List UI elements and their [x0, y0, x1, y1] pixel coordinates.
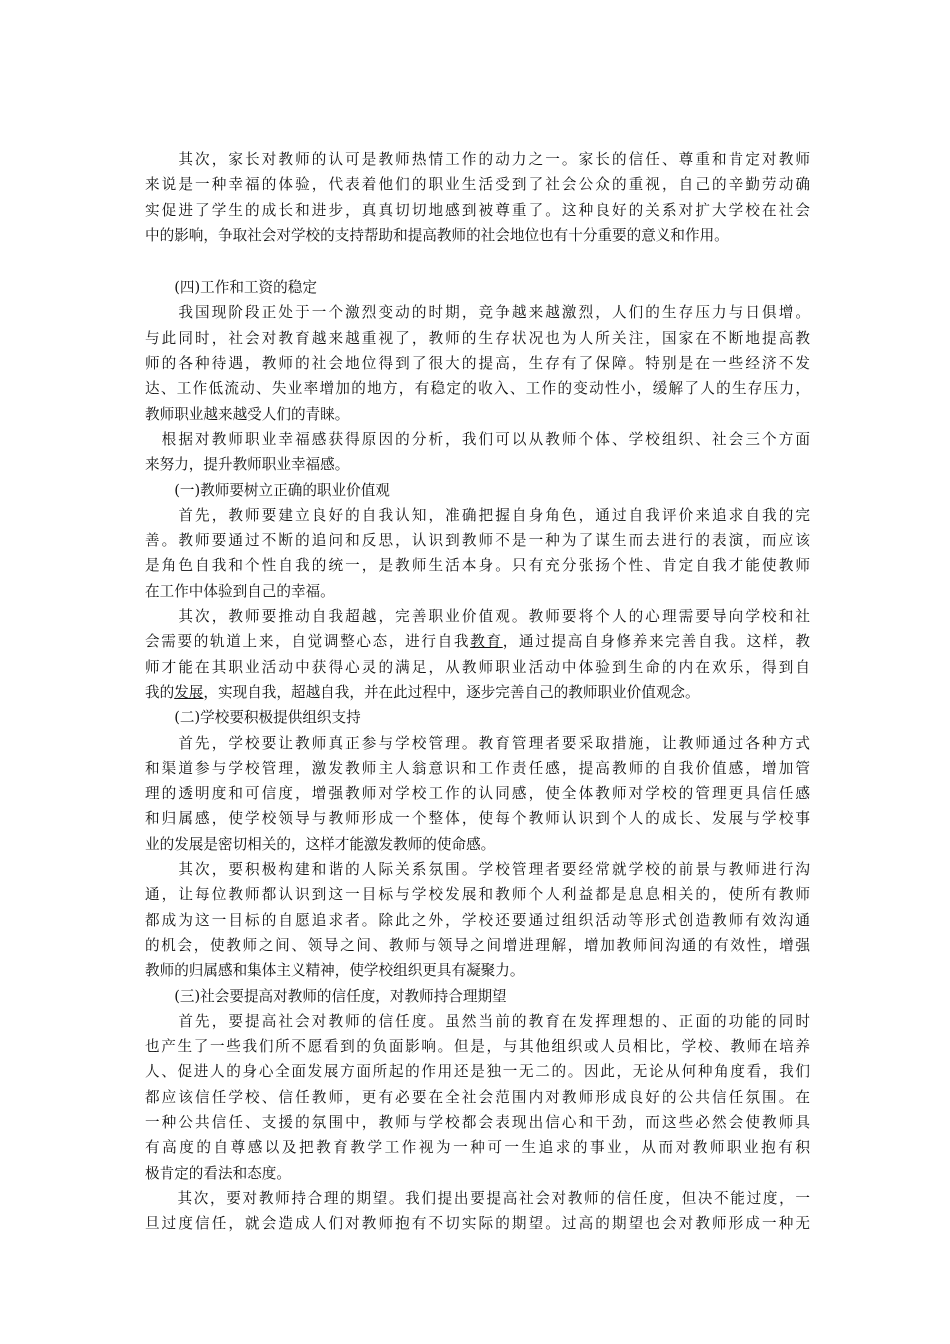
- text-line: 善。教师要通过不断的追问和反思，认识到教师不是一种为了谋生而去进行的表演，而应该: [145, 532, 810, 550]
- text-line: 理的透明度和可信度，增强教师对学校工作的认同感，使全体教师对学校的管理更具信任感: [145, 785, 810, 803]
- text-line: 首先，学校要让教师真正参与学校管理。教育管理者要采取措施，让教师通过各种方式: [145, 734, 810, 752]
- text-line: 首先，要提高社会对教师的信任度。虽然当前的教育在发挥理想的、正面的功能的同时: [145, 1012, 810, 1030]
- text-line: 通，让每位教师都认识到这一目标与学校发展和教师个人利益都是息息相关的，使所有教师: [145, 886, 810, 904]
- text-line: 实促进了学生的成长和进步，真真切切地感到被尊重了。这种良好的关系对扩大学校在社会: [145, 201, 810, 219]
- paragraph-gap: [145, 248, 810, 275]
- section-heading: (二)学校要积极提供组织支持: [145, 709, 361, 727]
- text-line: [145, 680, 810, 705]
- section-heading: (四)工作和工资的稳定: [145, 279, 317, 297]
- text-line: 达、工作低流动、失业率增加的地方，有稳定的收入、工作的变动性小，缓解了人的生存压力，: [145, 380, 810, 398]
- text-line: 都应该信任学校、信任教师，更有必要在全社会范围内对教师形成良好的公共信任氛围。在: [145, 1088, 810, 1106]
- text-line: 根据对教师职业幸福感获得原因的分析，我们可以从教师个体、学校组织、社会三个方面: [145, 430, 810, 448]
- text-line: 我国现阶段正处于一个激烈变动的时期，竞争越来越激烈，人们的生存压力与日俱增。: [145, 304, 810, 322]
- text-line: 教师的归属感和集体主义精神，使学校组织更具有凝聚力。: [145, 962, 525, 980]
- text-line: [145, 629, 810, 654]
- text-line: 和归属感，使学校领导与教师形成一个整体，使每个教师认识到个人的成长、发展与学校事: [145, 810, 810, 828]
- text-line: 一种公共信任、支援的氛围中，教师与学校都会表现出信心和干劲，而这些必然会使教师具: [145, 1113, 810, 1131]
- text-line: 人、促进人的身心全面发展方面所起的作用还是独一无二的。因此，无论从何种角度看，我们: [145, 1063, 810, 1081]
- text-line: 师才能在其职业活动中获得心灵的满足，从教师职业活动中体验到生命的内在欢乐，得到自: [145, 658, 810, 676]
- text-segment: 会需要的轨道上来，自觉调整心态，进行自我: [145, 633, 471, 651]
- text-line: 来说是一种幸福的体验，代表着他们的职业生活受到了社会公众的重视，自己的辛勤劳动确: [145, 176, 810, 194]
- text-line: 首先，教师要建立良好的自我认知，准确把握自身角色，通过自我评价来追求自我的完: [145, 506, 810, 524]
- text-line: 和渠道参与学校管理，激发教师主人翁意识和工作责任感，提高教师的自我价值感，增加管: [145, 759, 810, 777]
- text-line: 是角色自我和个性自我的统一，是教师生活本身。只有充分张扬个性、肯定自我才能使教师: [145, 557, 810, 575]
- text-line: 旦过度信任，就会造成人们对教师抱有不切实际的期望。过高的期望也会对教师形成一种无: [145, 1215, 810, 1233]
- text-line: 有高度的自尊感以及把教育教学工作视为一种可一生追求的事业，从而对教师职业抱有积: [145, 1139, 810, 1157]
- text-line: 极肯定的看法和态度。: [145, 1164, 291, 1182]
- text-line: 也产生了一些我们所不愿看到的负面影响。但是，与其他组织或人员相比，学校、教师在培养: [145, 1038, 810, 1056]
- education-link[interactable]: 教育: [470, 633, 503, 651]
- text-segment: ，实现自我，超越自我，并在此过程中，逐步完善自己的教师职业价值观念。: [203, 683, 700, 701]
- text-line: 业的发展是密切相关的，这样才能激发教师的使命感。: [145, 835, 496, 853]
- text-segment: ，通过提高自身修养来完善自我。这样，教: [502, 633, 810, 651]
- text-line: 教师职业越来越受人们的青睐。: [145, 405, 350, 423]
- development-link[interactable]: 发展: [174, 683, 204, 701]
- document-page: [145, 147, 810, 1236]
- text-line: 的机会，使教师之间、领导之间、教师与领导之间增进理解，增加教师间沟通的有效性，增强: [145, 936, 810, 954]
- text-line: 在工作中体验到自己的幸福。: [145, 582, 335, 600]
- text-line: 其次，要积极构建和谐的人际关系氛围。学校管理者要经常就学校的前景与教师进行沟: [145, 861, 810, 879]
- text-line: 中的影响，争取社会对学校的支持帮助和提高教师的社会地位也有十分重要的意义和作用。: [145, 226, 729, 244]
- section-heading: (三)社会要提高对教师的信任度，对教师持合理期望: [145, 987, 507, 1005]
- text-line: 与此同时，社会对教育越来越重视了，教师的生存状况也为人所关注，国家在不断地提高教: [145, 329, 810, 347]
- text-segment: 我的: [145, 683, 175, 701]
- text-line: 师的各种待遇，教师的社会地位得到了很大的提高，生存有了保障。特别是在一些经济不发: [145, 355, 810, 373]
- section-heading: (一)教师要树立正确的职业价值观: [145, 481, 390, 499]
- text-line: 其次，教师要推动自我超越，完善职业价值观。教师要将个人的心理需要导向学校和社: [145, 608, 810, 626]
- text-line: 其次，家长对教师的认可是教师热情工作的动力之一。家长的信任、尊重和肯定对教师: [145, 151, 810, 168]
- text-line: 其次，要对教师持合理的期望。我们提出要提高社会对教师的信任度，但决不能过度，一: [145, 1189, 810, 1207]
- text-line: 都成为这一目标的自愿追求者。除此之外，学校还要通过组织活动等形式创造教师有效沟通: [145, 911, 810, 929]
- text-line: 来努力，提升教师职业幸福感。: [145, 456, 350, 474]
